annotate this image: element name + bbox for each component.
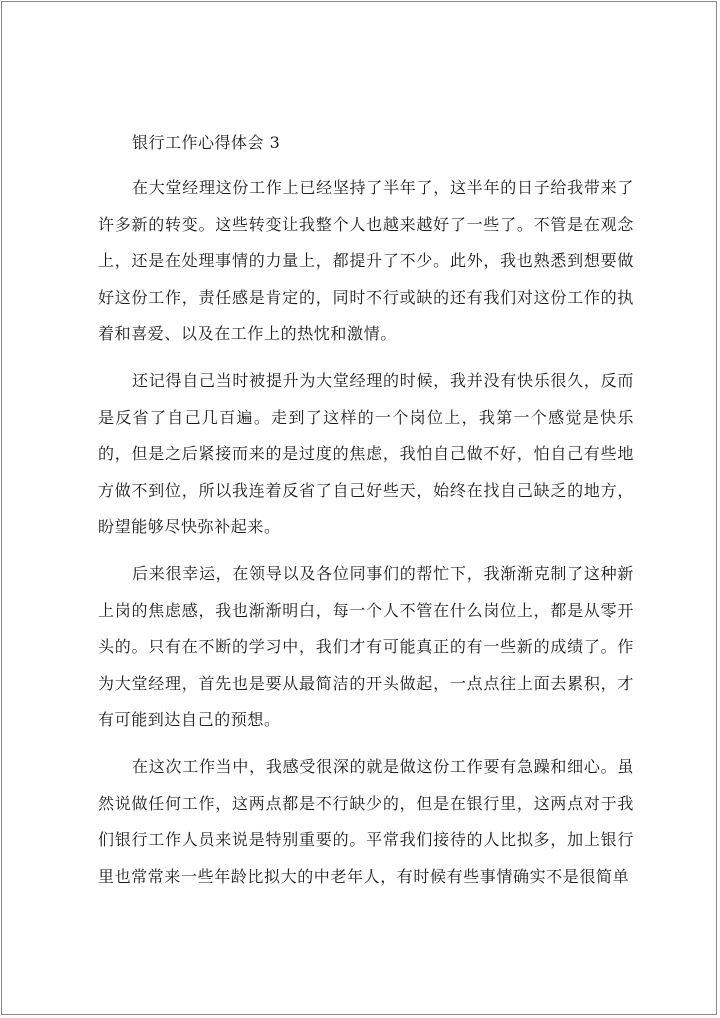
paragraph-4: 在这次工作当中，我感受很深的就是做这份工作要有急躁和细心。虽然说做任何工作，这两点都是不行缺少的，但是在银行里，这两点对于我们银行工作人员来说是特别重要的。平常我们接待的人比拟多，加上银行里也常常来一些年龄比拟大的中老年人，有时候有些事情确实不是很简单: [98, 756, 634, 886]
document-title: 银行工作心得体会 3: [132, 133, 281, 152]
paragraph-3: 后来很幸运，在领导以及各位同事们的帮忙下，我渐渐克制了这种新上岗的焦虑感，我也渐渐明白，每一个人不管在什么岗位上，都是从零开头的。只有在不断的学习中，我们才有可能真正的有一些新的成绩了。作为大堂经理，首先也是要从最简洁的开头做起，一点点往上面去累积，才有可能到达自己的预想。: [98, 563, 634, 730]
paragraph-1: 在大堂经理这份工作上已经坚持了半年了，这半年的日子给我带来了许多新的转变。这些转变让我整个人也越来越好了一些了。不管是在观念上，还是在处理事情的力量上，都提升了不少。此外，我也熟悉到想要做好这份工作，责任感是肯定的，同时不行或缺的还有我们对这份工作的执着和喜爱、以及在工作上的热忱和激情。: [98, 178, 634, 344]
document-body: [98, 128, 634, 905]
paragraph-2: 还记得自己当时被提升为大堂经理的时候，我并没有快乐很久，反而是反省了自己几百遍。走到了这样的一个岗位上，我第一个感觉是快乐的，但是之后紧接而来的是过度的焦虑，我怕自己做不好，怕自己有些地方做不到位，所以我连着反省了自己好些天，始终在找自己缺乏的地方，盼望能够尽快弥补起来。: [98, 370, 634, 537]
